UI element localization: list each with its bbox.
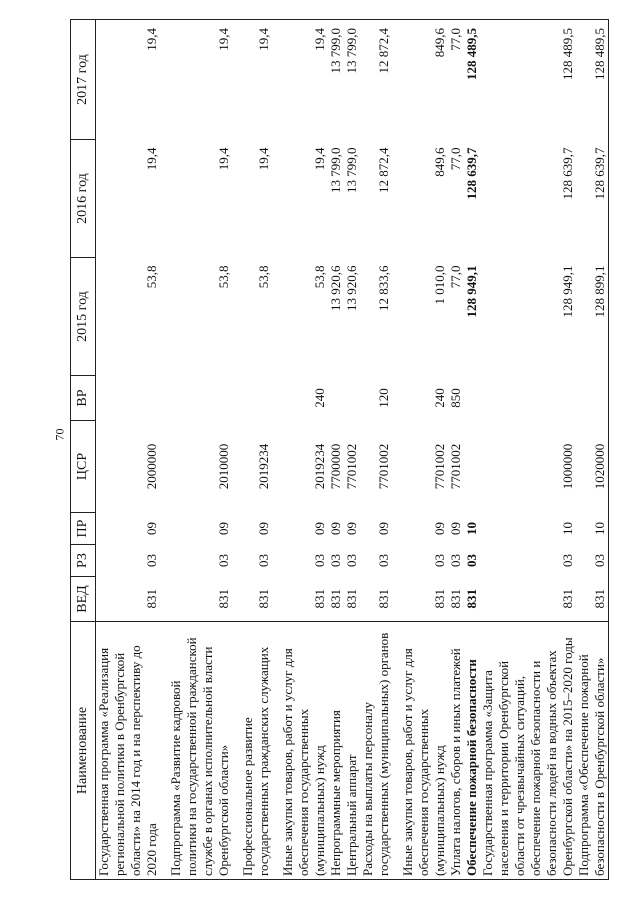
- row-ved: 831: [328, 589, 343, 609]
- row-vr: [328, 376, 344, 421]
- row-value-2015: 53,8: [144, 265, 159, 289]
- row-ved: 831: [344, 589, 359, 609]
- row-rz: 03: [560, 554, 575, 567]
- row-pr: 09: [312, 522, 327, 535]
- row-ved: 831: [448, 589, 463, 609]
- row-vr: [576, 376, 609, 421]
- row-name: Подпрограмма «Развитие кадровой политики на государственной гражданской службе в органах исполнительной власти Оренбургской области»: [168, 622, 240, 880]
- row-ved: 831: [560, 589, 575, 609]
- row-name: Иные закупки товаров, работ и услуг для обеспечения государственных (муниципальных) нужд: [280, 622, 328, 880]
- row-ved: 831: [256, 589, 271, 609]
- row-value-2015: 53,8: [312, 265, 327, 289]
- row-rz: 03: [256, 554, 271, 567]
- row-value-2016: 19,4: [312, 147, 327, 171]
- table-row: [360, 20, 400, 880]
- row-name: Государственная программа «Реализация региональной политики в Оренбургской области» на 2014 год и на перспективу до 2020 года: [96, 622, 169, 880]
- row-name: Центральный аппарат: [344, 622, 360, 880]
- row-csr: 2019234: [312, 443, 327, 490]
- row-pr: 09: [448, 522, 463, 535]
- row-pr: 10: [576, 513, 609, 545]
- row-value-2017: 19,4: [240, 20, 280, 140]
- row-csr: 1000000: [560, 443, 575, 490]
- row-value-2017: 13 799,0: [328, 20, 344, 140]
- row-vr: 240: [432, 388, 447, 408]
- row-value-2015: 77,0: [448, 265, 463, 289]
- row-value-2016: 77,0: [448, 147, 463, 171]
- table-row: [576, 20, 609, 880]
- table-row: [400, 20, 448, 880]
- row-value-2016: 849,6: [432, 147, 447, 177]
- row-rz: 03: [344, 554, 359, 567]
- header-2016: 2016 год: [71, 140, 96, 258]
- row-rz: 03: [216, 554, 231, 567]
- row-rz: 03: [144, 554, 159, 567]
- row-name: Обеспечение пожарной безопасности: [464, 622, 480, 880]
- row-value-2016: 19,4: [256, 147, 271, 171]
- table-header-row: [71, 20, 96, 880]
- row-vr: 120: [376, 388, 391, 408]
- row-value-2015: 13 920,6: [328, 265, 343, 311]
- row-csr: 7701002: [448, 443, 463, 490]
- row-value-2016: 128 639,7: [560, 147, 575, 200]
- header-2015: 2015 год: [71, 258, 96, 376]
- budget-table-sheet: [70, 20, 610, 880]
- table-row: [96, 20, 169, 880]
- row-vr: [480, 376, 576, 421]
- header-name: Наименование: [71, 622, 96, 880]
- row-value-2015: 13 920,6: [344, 265, 359, 311]
- row-value-2017: 13 799,0: [344, 20, 360, 140]
- row-name: Иные закупки товаров, работ и услуг для обеспечения государственных (муниципальных) нужд: [400, 622, 448, 880]
- row-csr: 2000000: [144, 443, 159, 490]
- row-value-2016: 12 872,4: [376, 147, 391, 193]
- header-ved: ВЕД: [71, 577, 96, 622]
- row-value-2016: 128 639,7: [576, 140, 609, 258]
- row-value-2015: 53,8: [216, 265, 231, 289]
- table-row: [240, 20, 280, 880]
- row-value-2016: 19,4: [216, 147, 231, 171]
- table-body: [96, 20, 609, 880]
- row-pr: 09: [376, 522, 391, 535]
- header-rz: РЗ: [71, 545, 96, 577]
- header-csr: ЦСР: [71, 421, 96, 513]
- row-value-2015: 128 949,1: [464, 265, 479, 318]
- header-vr: ВР: [71, 376, 96, 421]
- row-value-2017: 128 489,5: [576, 20, 609, 140]
- row-pr: 09: [216, 522, 231, 535]
- row-value-2016: 13 799,0: [328, 147, 343, 193]
- row-value-2017: 12 872,4: [360, 20, 400, 140]
- row-csr: 7700000: [328, 443, 343, 490]
- row-csr: 2010000: [216, 443, 231, 490]
- row-value-2015: 1 010,0: [432, 265, 447, 305]
- row-value-2017: 77,0: [448, 20, 464, 140]
- row-pr: 09: [328, 522, 343, 535]
- row-vr: [344, 376, 360, 421]
- row-value-2015: 53,8: [256, 265, 271, 289]
- row-pr: 09: [144, 522, 159, 535]
- row-value-2016: 128 639,7: [464, 147, 479, 200]
- row-ved: 831: [216, 589, 231, 609]
- row-value-2017: 128 489,5: [464, 20, 480, 140]
- row-name: Уплата налогов, сборов и иных платежей: [448, 622, 464, 880]
- row-rz: 03: [376, 554, 391, 567]
- row-pr: 09: [432, 522, 447, 535]
- row-name: Профессиональное развитие государственных гражданских служащих: [240, 622, 280, 880]
- row-csr: 7701002: [344, 443, 359, 490]
- row-vr: 850: [448, 388, 463, 408]
- row-name: Расходы на выплаты персоналу государственных (муниципальных) органов: [360, 622, 400, 880]
- row-rz: 03: [328, 554, 343, 567]
- row-value-2017: 19,4: [280, 20, 328, 140]
- table-row: [480, 20, 576, 880]
- row-ved: 831: [576, 577, 609, 622]
- row-rz: 03: [432, 554, 447, 567]
- row-vr: [464, 376, 480, 421]
- table-row: [280, 20, 328, 880]
- budget-table: [70, 19, 609, 880]
- row-vr: [96, 376, 169, 421]
- row-value-2017: 19,4: [96, 20, 169, 140]
- table-row: [464, 20, 480, 880]
- table-row: [168, 20, 240, 880]
- row-ved: 831: [464, 589, 479, 609]
- row-value-2015: 128 949,1: [560, 265, 575, 318]
- page-number: 70: [52, 428, 67, 441]
- row-value-2016: 13 799,0: [344, 147, 359, 193]
- row-ved: 831: [144, 589, 159, 609]
- row-vr: 240: [312, 388, 327, 408]
- row-pr: 10: [560, 522, 575, 535]
- table-row: [344, 20, 360, 880]
- row-value-2016: 19,4: [144, 147, 159, 171]
- row-csr: 2019234: [256, 443, 271, 490]
- row-pr: 10: [464, 522, 479, 535]
- row-name: Подпрограмма «Обеспечение пожарной безопасности в Оренбургской области»: [576, 622, 609, 880]
- row-rz: 03: [448, 554, 463, 567]
- row-csr: 7701002: [376, 443, 391, 490]
- row-value-2017: 19,4: [168, 20, 240, 140]
- row-value-2017: 849,6: [400, 20, 448, 140]
- row-ved: 831: [376, 589, 391, 609]
- row-ved: 831: [312, 589, 327, 609]
- table-row: [448, 20, 464, 880]
- table-row: [328, 20, 344, 880]
- row-name: Государственная программа «Защита населения и территории Оренбургской области от чрезвычайных ситуаций, обеспечение пожарной безопасности и безопасности людей на водных объектах Оренбургской области» на 2015–2020 годы: [480, 622, 576, 880]
- row-pr: 09: [344, 522, 359, 535]
- row-csr: [464, 421, 480, 513]
- row-ved: 831: [432, 589, 447, 609]
- row-vr: [240, 376, 280, 421]
- row-vr: [168, 376, 240, 421]
- row-csr: 1020000: [576, 421, 609, 513]
- row-csr: 7701002: [432, 443, 447, 490]
- header-2017: 2017 год: [71, 20, 96, 140]
- row-rz: 03: [312, 554, 327, 567]
- row-value-2015: 128 899,1: [576, 258, 609, 376]
- header-pr: ПР: [71, 513, 96, 545]
- row-rz: 03: [576, 545, 609, 577]
- row-pr: 09: [256, 522, 271, 535]
- row-value-2017: 128 489,5: [480, 20, 576, 140]
- row-rz: 03: [464, 554, 479, 567]
- row-name: Непрограммные мероприятия: [328, 622, 344, 880]
- row-value-2015: 12 833,6: [376, 265, 391, 311]
